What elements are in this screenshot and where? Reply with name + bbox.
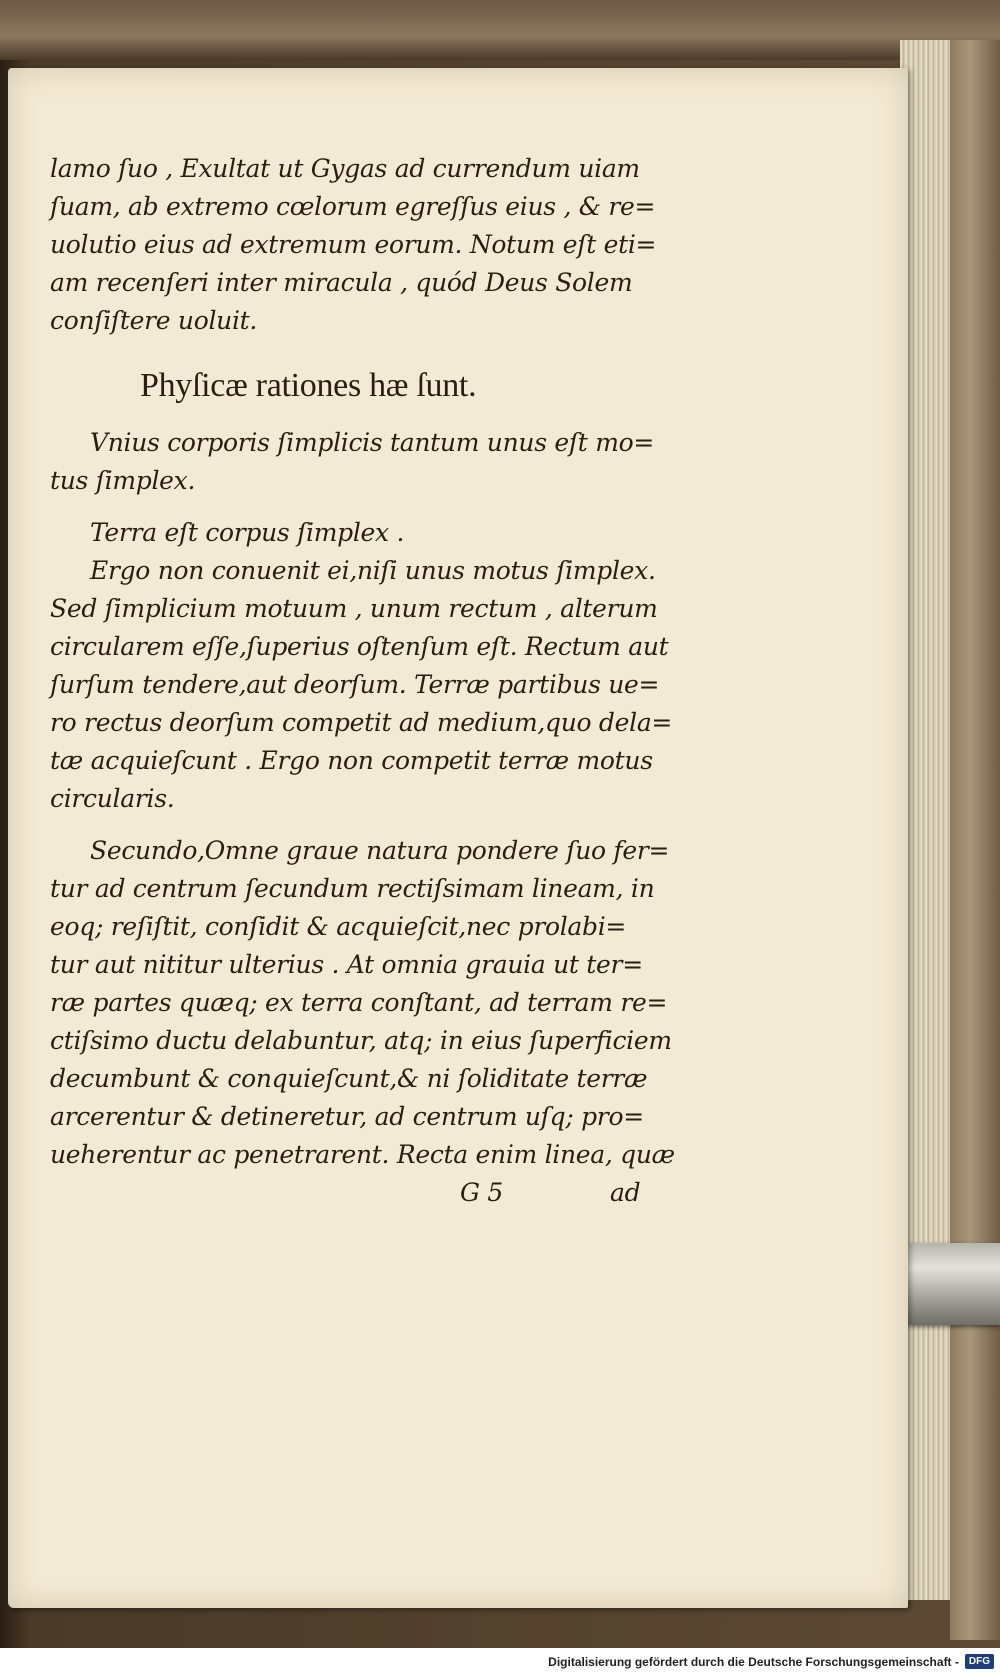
text-line: uolutio eius ad extremum eorum. Notum eſt eti= [50,230,657,259]
text-line: tus ſimplex. [50,466,196,495]
section-heading: Phyſicæ rationes hæ ſunt. [140,367,477,404]
text-line: Secundo,Omne graue natura pondere ſuo fer= [90,836,670,865]
text-line: ræ partes quæq; ex terra conſtant, ad terram re= [50,988,668,1017]
text-line: Ergo non conuenit ei,niſi unus motus ſimplex. [90,556,656,585]
text-line: ſurſum tendere,aut deorſum. Terræ partibus ue= [50,670,660,699]
text-line: ro rectus deorſum competit ad medium,quo dela= [50,708,673,737]
text-line: Vnius corporis ſimplicis tantum unus eſt mo= [90,428,655,457]
page-text [50,150,690,1212]
text-line: arcerentur & detineretur, ad centrum uſq; pro= [50,1102,644,1131]
catchword: ad [610,1178,641,1207]
text-line: lamo ſuo , Exultat ut Gygas ad currendum uiam [50,154,640,183]
page-footer [50,1174,690,1212]
text-line: tur ad centrum ſecundum rectiſsimam lineam, in [50,874,655,903]
dfg-logo: DFG [965,1654,994,1669]
credit-text: Digitalisierung gefördert durch die Deutsche Forschungsgemeinschaft - [548,1654,959,1669]
text-line: am recenſeri inter miracula , quód Deus Solem [50,268,633,297]
text-line: decumbunt & conquieſcunt,& ni ſoliditate terræ [50,1064,648,1093]
credit-bar [0,1648,1000,1675]
text-line: conſiſtere uoluit. [50,306,258,335]
text-line: ſuam, ab extremo cœlorum egreſſus eius , & re= [50,192,656,221]
text-line: tur aut nititur ulterius . At omnia grauia ut ter= [50,950,643,979]
text-line: Terra eſt corpus ſimplex . [90,518,405,547]
text-line: tæ acquieſcunt . Ergo non competit terræ motus [50,746,653,775]
signature-mark: G 5 [460,1178,503,1207]
text-line: ueherentur ac penetrarent. Recta enim linea, quæ [50,1140,675,1169]
text-line: circularis. [50,784,175,813]
metal-clasp [898,1243,1000,1325]
page-edges [900,40,955,1600]
book-cover-top [0,0,1000,60]
text-line: Sed ſimplicium motuum , unum rectum , alterum [50,594,658,623]
book-cover-right [950,40,1000,1640]
text-line: circularem eſſe,ſuperius oſtenſum eſt. Rectum aut [50,632,669,661]
text-line: ctiſsimo ductu delabuntur, atq; in eius ſuperficiem [50,1026,672,1055]
text-line: eoq; reſiſtit, conſidit & acquieſcit,nec prolabi= [50,912,627,941]
